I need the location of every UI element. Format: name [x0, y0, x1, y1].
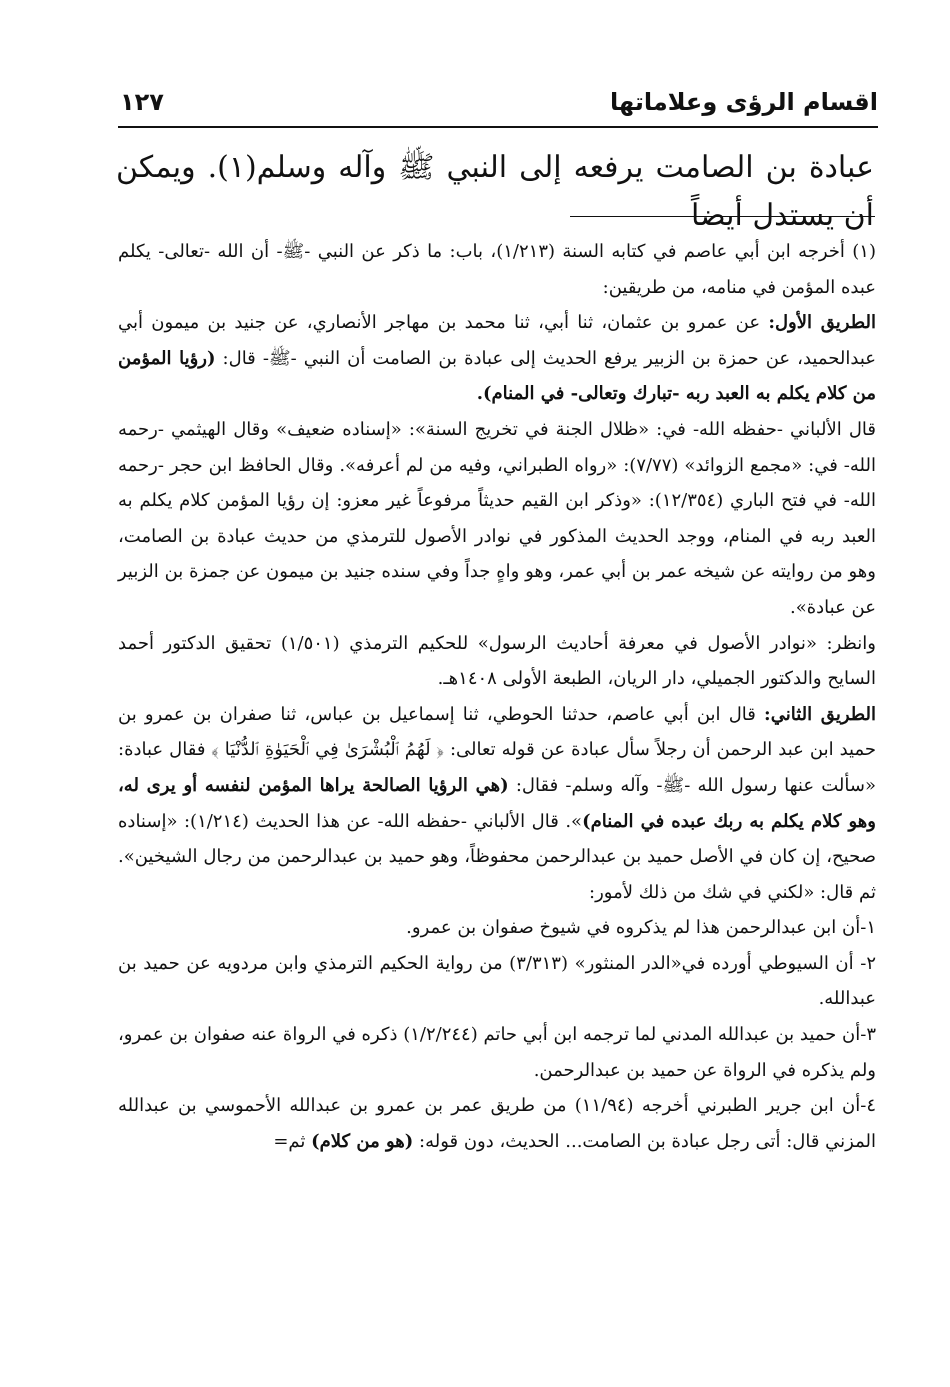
first-chain-text: عن عمرو بن عثمان، ثنا أبي، ثنا محمد بن مهاجر الأنصاري، عن جنيد بن ميمون أبي عبدالحميد، عن حمزة بن الزبير يرفع الحديث إلى عبادة بن الصامت أن النبي -ﷺ- قال: [118, 312, 876, 369]
reason-item-4 [118, 1088, 876, 1159]
reason-item-4-tail: ثم= [273, 1130, 312, 1152]
second-chain-hadith: (هي الرؤيا الصالحة يراها المؤمن لنفسه أو يرى له، وهو كلام يكلم به ربك عبده في المنام) [118, 774, 876, 832]
reason-item-3: ٣-أن حميد بن عبدالله المدني لما ترجمه ابن أبي حاتم (١/٢/٢٤٤) ذكره في الرواة عنه صفوان بن عمرو، ولم يذكره في الرواة عن حميد بن عبدالرحمن. [118, 1024, 876, 1081]
page-header [118, 82, 878, 122]
first-chain-paragraph [118, 305, 876, 412]
header-rule [118, 126, 878, 128]
footnote-intro: (١) أخرجه ابن أبي عاصم في كتابه السنة (١/٢١٣)، باب: ما ذكر عن النبي -ﷺ- أن الله -تعالى- يكلم عبده المؤمن في منامه، من طريقين: [118, 241, 876, 298]
reason-item-2: ٢- أن السيوطي أورده في«الدر المنثور» (٣/٣١٣) من رواية الحكيم الترمذي وابن مردويه عن حميد بن عبدالله. [118, 952, 877, 1010]
footnotes [118, 234, 876, 1159]
reason-item-1: ١-أن ابن عبدالرحمن هذا لم يذكروه في شيوخ صفوان بن عمرو. [406, 917, 876, 939]
running-title: اقسام الرؤى وعلاماتها [609, 88, 878, 116]
second-chain-text: قال ابن أبي عاصم، حدثنا الحوطي، ثنا إسماعيل بن عباس، ثنا صفران بن عمرو بن حميد ابن عبد الرحمن أن رجلاً سأل عبادة عن قوله تعالى: ﴿ لَهُمُ ٱلْبُشْرَىٰ فِي ٱلْحَيَوٰةِ ٱلدُّنْيَا ﴾ فقال عبادة: «سألت عنها رسول الله -ﷺ- وآله وسلم- فقال: [118, 703, 876, 796]
reason-item-4-quote: (هو من كلام) [311, 1130, 414, 1152]
footnote-separator [570, 216, 875, 217]
first-chain-label: الطريق الأول: [768, 312, 876, 334]
second-chain-label: الطريق الثاني: [764, 703, 877, 725]
first-chain-hadith: (رؤيا المؤمن من كلام يكلم به العبد ربه -تبارك وتعالى- في المنام). [118, 347, 876, 405]
nawadir-reference: وانظر: «نوادر الأصول في معرفة أحاديث الرسول» للحكيم الترمذي (١/٥٠١) تحقيق الدكتور أحمد السايح والدكتور الجميلي، دار الريان، الطبعة الأولى ١٤٠٨هـ. [118, 632, 876, 690]
albani-commentary: قال الألباني -حفظه الله- في: «ظلال الجنة في تخريج السنة»: «إسناده ضعيف» وقال الهيثمي -رحمه الله- في: «مجمع الزوائد» (٧/٧٧): «رواه الطبراني، وفيه من لم أعرفه». وقال الحافظ ابن حجر -رحمه الله- في فتح الباري (١٢/٣٥٤): «وذكر ابن القيم حديثاً مرفوعاً غير معزو: إن رؤيا المؤمن كلام يكلم به العبد ربه في المنام، ووجد الحديث المذكور في نوادر الأصول للترمذي من حديث عبادة بن الصامت، وهو من روايته عن شيخه عمر بن أبي عمر، وهو واهٍ جداً وفي سنده جنيد بن ميمون عن جمزة بن الزبير عن عبادة». [118, 418, 876, 618]
reason-item-4-text: ٤-أن ابن جرير الطبرني أخرجه (١١/٩٤) من طريق عمر بن عمرو بن عبدالله الأحموسي بن عبدالله المزني قال: أتى رجل عبادة بن الصامت... الحديث، دون قوله: [118, 1095, 876, 1152]
main-text: عبادة بن الصامت يرفعه إلى النبي ﷺ وآله وسلم(١). ويمكن أن يستدل أيضاً [116, 150, 874, 233]
second-chain-tail: ». قال الألباني -حفظه الله- عن هذا الحديث (١/٢١٤): «إسناده صحيح، إن كان في الأصل حميد بن عبدالرحمن محفوظاً، وهو حميد بن عبدالرحمن من رجال الشيخين». ثم قال: «لكني في شك من ذلك لأمور: [118, 810, 876, 903]
page-number: ١٢٧ [120, 88, 164, 116]
second-chain-paragraph [118, 697, 876, 911]
